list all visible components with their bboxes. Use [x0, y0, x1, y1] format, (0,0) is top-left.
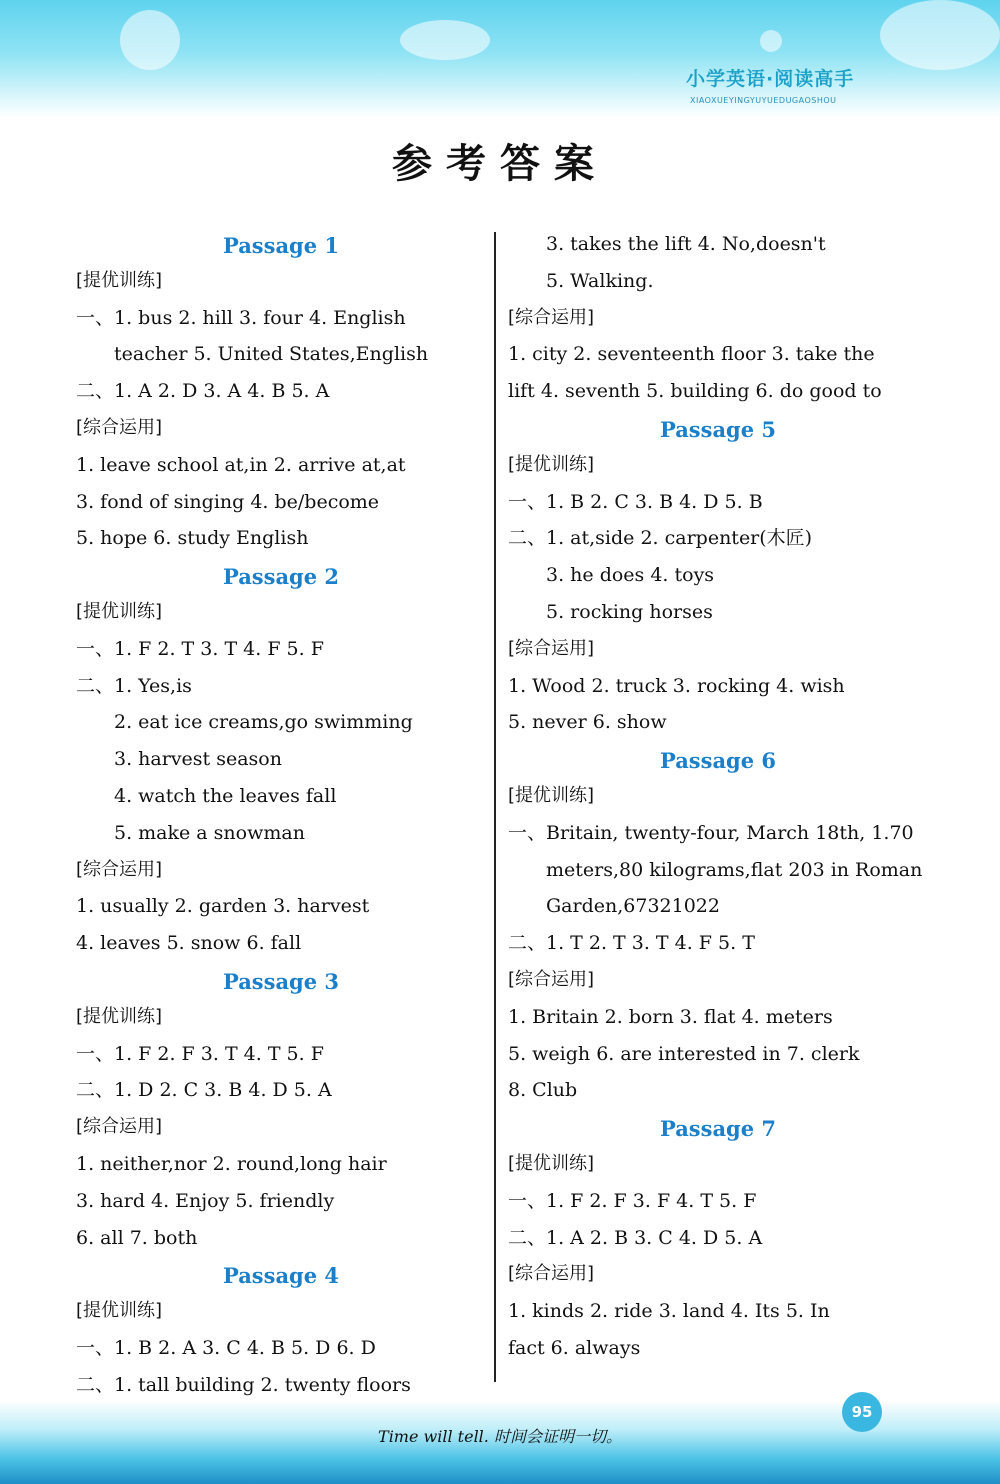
answer-line: 1. leave school at,in 2. arrive at,at	[76, 453, 406, 476]
series-pinyin: XIAOXUEYINGYUYUEDUGAOSHOU	[690, 96, 837, 105]
decorative-bubble	[880, 0, 1000, 70]
passage-heading: Passage 2	[222, 564, 340, 590]
section-label: [综合运用]	[508, 637, 595, 659]
answer-line: 一、1. F 2. F 3. F 4. T 5. F	[508, 1189, 757, 1212]
answer-line: 二、1. A 2. B 3. C 4. D 5. A	[508, 1226, 763, 1249]
answer-line: 4. leaves 5. snow 6. fall	[76, 932, 302, 955]
answer-line: 3. hard 4. Enjoy 5. friendly	[76, 1189, 335, 1212]
answer-line: meters,80 kilograms,flat 203 in Roman	[546, 858, 923, 881]
answer-line: 二、1. A 2. D 3. A 4. B 5. A	[76, 380, 330, 403]
answer-line: 二、1. Yes,is	[76, 674, 192, 697]
section-label: [综合运用]	[76, 858, 163, 880]
answer-line: 3. he does 4. toys	[546, 564, 715, 587]
passage-heading: Passage 5	[659, 416, 777, 442]
answer-line: 一、1. B 2. A 3. C 4. B 5. D 6. D	[76, 1336, 376, 1359]
answer-line: 5. never 6. show	[508, 711, 667, 734]
answer-line: 二、1. tall building 2. twenty floors	[76, 1373, 411, 1396]
answer-line: 5. Walking.	[546, 269, 654, 292]
answer-line: teacher 5. United States,English	[114, 343, 429, 366]
answer-line: 二、1. at,side 2. carpenter(木匠)	[508, 527, 813, 550]
right-column	[508, 226, 928, 1367]
answer-line: 2. eat ice creams,go swimming	[114, 711, 413, 734]
section-label: [提优训练]	[508, 1152, 595, 1174]
answer-line: 一、1. F 2. F 3. T 4. T 5. F	[76, 1042, 324, 1065]
answer-line: lift 4. seventh 5. building 6. do good to	[508, 380, 882, 403]
decorative-bubble	[120, 10, 180, 70]
section-label: [提优训练]	[508, 453, 595, 475]
answer-line: 3. fond of singing 4. be/become	[76, 490, 380, 513]
column-divider	[494, 232, 496, 1382]
section-label: [提优训练]	[76, 1005, 163, 1027]
passage-heading: Passage 3	[222, 968, 340, 994]
section-label: [综合运用]	[76, 1116, 163, 1138]
passage-heading: Passage 6	[659, 748, 777, 774]
answer-line: 5. rocking horses	[546, 600, 713, 623]
passage-heading: Passage 4	[222, 1263, 340, 1289]
decorative-bubble	[400, 20, 490, 60]
decorative-bubble	[760, 30, 782, 52]
answer-line: 一、Britain, twenty-four, March 18th, 1.70	[508, 821, 914, 844]
answer-line: 一、1. bus 2. hill 3. four 4. English	[76, 306, 406, 329]
section-label: [提优训练]	[508, 784, 595, 806]
answer-line: 1. kinds 2. ride 3. land 4. Its 5. In	[508, 1300, 830, 1323]
answer-line: 二、1. D 2. C 3. B 4. D 5. A	[76, 1079, 332, 1102]
passage-heading: Passage 7	[659, 1116, 777, 1142]
answer-line: 1. usually 2. garden 3. harvest	[76, 895, 370, 918]
answer-line: 一、1. B 2. C 3. B 4. D 5. B	[508, 490, 763, 513]
header-banner	[0, 0, 1000, 118]
answer-line: 4. watch the leaves fall	[114, 784, 337, 807]
answer-line: 8. Club	[508, 1079, 578, 1102]
answer-line: Garden,67321022	[546, 895, 720, 918]
section-label: [综合运用]	[508, 968, 595, 990]
answer-line: 1. neither,nor 2. round,long hair	[76, 1152, 387, 1175]
series-title: 小学英语·阅读高手	[686, 68, 855, 90]
section-label: [综合运用]	[508, 1263, 595, 1285]
answer-line: 1. Wood 2. truck 3. rocking 4. wish	[508, 674, 845, 697]
section-label: [提优训练]	[76, 269, 163, 291]
section-label: [综合运用]	[508, 306, 595, 328]
section-label: [提优训练]	[76, 600, 163, 622]
answer-line: 5. hope 6. study English	[76, 527, 309, 550]
section-label: [综合运用]	[76, 416, 163, 438]
answer-line: 6. all 7. both	[76, 1226, 198, 1249]
answer-line: 二、1. T 2. T 3. T 4. F 5. T	[508, 932, 755, 955]
page-number: 95	[842, 1392, 882, 1432]
passage-heading: Passage 1	[222, 233, 340, 258]
left-column	[76, 226, 486, 1404]
answer-line: 3. harvest season	[114, 748, 282, 771]
section-label: [提优训练]	[76, 1300, 163, 1322]
page-title: 参考答案	[392, 141, 608, 187]
footer-motto: Time will tell. 时间会证明一切。	[378, 1427, 622, 1446]
answer-line: 1. city 2. seventeenth floor 3. take the	[508, 343, 875, 366]
answer-line: 3. takes the lift 4. No,doesn't	[546, 233, 826, 255]
answer-line: 5. weigh 6. are interested in 7. clerk	[508, 1042, 860, 1065]
answer-line: fact 6. always	[508, 1336, 641, 1359]
answer-line: 5. make a snowman	[114, 821, 305, 844]
answer-line: 1. Britain 2. born 3. flat 4. meters	[508, 1005, 833, 1028]
answer-line: 一、1. F 2. T 3. T 4. F 5. F	[76, 637, 324, 660]
